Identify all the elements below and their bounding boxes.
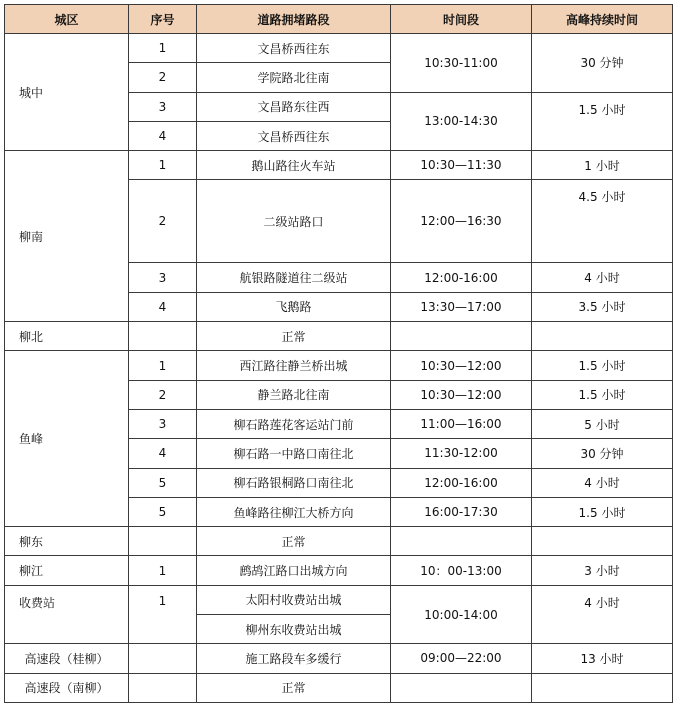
road-cell: 鱼峰路往柳江大桥方向 xyxy=(197,497,391,526)
road-cell: 文昌桥西往东 xyxy=(197,34,391,63)
road-cell: 学院路北往南 xyxy=(197,63,391,92)
duration-cell: 4 小时 xyxy=(532,585,673,644)
road-cell: 文昌路东往西 xyxy=(197,92,391,121)
road-cell: 鹅山路往火车站 xyxy=(197,151,391,180)
number-cell: 4 xyxy=(129,439,197,468)
district-cell: 高速段（桂柳） xyxy=(5,644,129,673)
road-cell: 静兰路北往南 xyxy=(197,380,391,409)
number-cell: 1 xyxy=(129,34,197,63)
table-row xyxy=(5,322,673,351)
time-cell: 10:30—11:30 xyxy=(391,151,532,180)
time-cell: 10:30—12:00 xyxy=(391,380,532,409)
header-district: 城区 xyxy=(5,5,129,34)
duration-cell: 13 小时 xyxy=(532,644,673,673)
road-cell: 柳石路一中路口南往北 xyxy=(197,439,391,468)
number-cell: 3 xyxy=(129,92,197,121)
header-road: 道路拥堵路段 xyxy=(197,5,391,34)
road-cell: 航银路隧道往二级站 xyxy=(197,263,391,292)
duration-cell: 3.5 小时 xyxy=(532,292,673,321)
number-cell xyxy=(129,673,197,702)
road-cell: 正常 xyxy=(197,673,391,702)
table-row xyxy=(5,673,673,702)
district-cell: 鱼峰 xyxy=(5,351,129,527)
time-cell: 10:00-14:00 xyxy=(391,585,532,644)
traffic-congestion-table xyxy=(4,4,673,703)
district-cell: 高速段（南柳） xyxy=(5,673,129,702)
time-cell: 12:00-16:00 xyxy=(391,468,532,497)
road-cell: 柳石路莲花客运站门前 xyxy=(197,409,391,438)
district-cell: 柳江 xyxy=(5,556,129,585)
duration-cell: 1.5 小时 xyxy=(532,380,673,409)
header-duration: 高峰持续时间 xyxy=(532,5,673,34)
number-cell: 4 xyxy=(129,292,197,321)
table-row xyxy=(5,151,673,180)
district-cell: 柳南 xyxy=(5,151,129,322)
duration-cell: 1.5 小时 xyxy=(532,497,673,526)
duration-cell xyxy=(532,527,673,556)
road-cell: 太阳村收费站出城 xyxy=(197,585,391,614)
road-cell: 二级站路口 xyxy=(197,180,391,263)
district-cell: 柳东 xyxy=(5,527,129,556)
number-cell: 2 xyxy=(129,180,197,263)
road-cell: 柳石路银桐路口南往北 xyxy=(197,468,391,497)
time-cell: 16:00-17:30 xyxy=(391,497,532,526)
number-cell: 5 xyxy=(129,497,197,526)
table-row xyxy=(5,34,673,63)
number-cell xyxy=(129,644,197,673)
duration-cell: 30 分钟 xyxy=(532,34,673,93)
time-cell xyxy=(391,527,532,556)
road-cell: 飞鹅路 xyxy=(197,292,391,321)
header-time: 时间段 xyxy=(391,5,532,34)
time-cell: 11:30-12:00 xyxy=(391,439,532,468)
number-cell: 1 xyxy=(129,585,197,644)
number-cell: 1 xyxy=(129,556,197,585)
time-cell: 09:00—22:00 xyxy=(391,644,532,673)
time-cell: 10：00-13:00 xyxy=(391,556,532,585)
number-cell: 1 xyxy=(129,151,197,180)
duration-cell: 30 分钟 xyxy=(532,439,673,468)
time-cell: 12:00-16:00 xyxy=(391,263,532,292)
table-row xyxy=(5,644,673,673)
road-cell: 西江路往静兰桥出城 xyxy=(197,351,391,380)
time-cell xyxy=(391,322,532,351)
time-cell: 11:00—16:00 xyxy=(391,409,532,438)
header-row xyxy=(5,5,673,34)
duration-cell: 1 小时 xyxy=(532,151,673,180)
number-cell xyxy=(129,322,197,351)
number-cell: 5 xyxy=(129,468,197,497)
number-cell: 4 xyxy=(129,121,197,150)
road-cell: 正常 xyxy=(197,527,391,556)
road-cell: 柳州东收费站出城 xyxy=(197,615,391,644)
duration-cell: 4 小时 xyxy=(532,468,673,497)
duration-cell xyxy=(532,322,673,351)
number-cell: 2 xyxy=(129,63,197,92)
duration-cell: 1.5 小时 xyxy=(532,351,673,380)
duration-cell: 4.5 小时 xyxy=(532,180,673,263)
time-cell: 10:30—12:00 xyxy=(391,351,532,380)
duration-cell: 3 小时 xyxy=(532,556,673,585)
road-cell: 鹧鸪江路口出城方向 xyxy=(197,556,391,585)
road-cell: 文昌桥西往东 xyxy=(197,121,391,150)
number-cell: 2 xyxy=(129,380,197,409)
time-cell: 10:30-11:00 xyxy=(391,34,532,93)
road-cell: 施工路段车多缓行 xyxy=(197,644,391,673)
district-cell: 城中 xyxy=(5,34,129,151)
number-cell: 3 xyxy=(129,409,197,438)
time-cell: 13:00-14:30 xyxy=(391,92,532,151)
time-cell: 13:30—17:00 xyxy=(391,292,532,321)
time-cell: 12:00—16:30 xyxy=(391,180,532,263)
number-cell: 1 xyxy=(129,351,197,380)
table-row xyxy=(5,527,673,556)
road-cell: 正常 xyxy=(197,322,391,351)
district-cell: 收费站 xyxy=(5,585,129,644)
duration-cell xyxy=(532,673,673,702)
duration-cell: 5 小时 xyxy=(532,409,673,438)
header-number: 序号 xyxy=(129,5,197,34)
district-cell: 柳北 xyxy=(5,322,129,351)
time-cell xyxy=(391,673,532,702)
table-row xyxy=(5,585,673,614)
table-row xyxy=(5,556,673,585)
table-row xyxy=(5,351,673,380)
duration-cell: 1.5 小时 xyxy=(532,92,673,151)
number-cell xyxy=(129,527,197,556)
duration-cell: 4 小时 xyxy=(532,263,673,292)
number-cell: 3 xyxy=(129,263,197,292)
